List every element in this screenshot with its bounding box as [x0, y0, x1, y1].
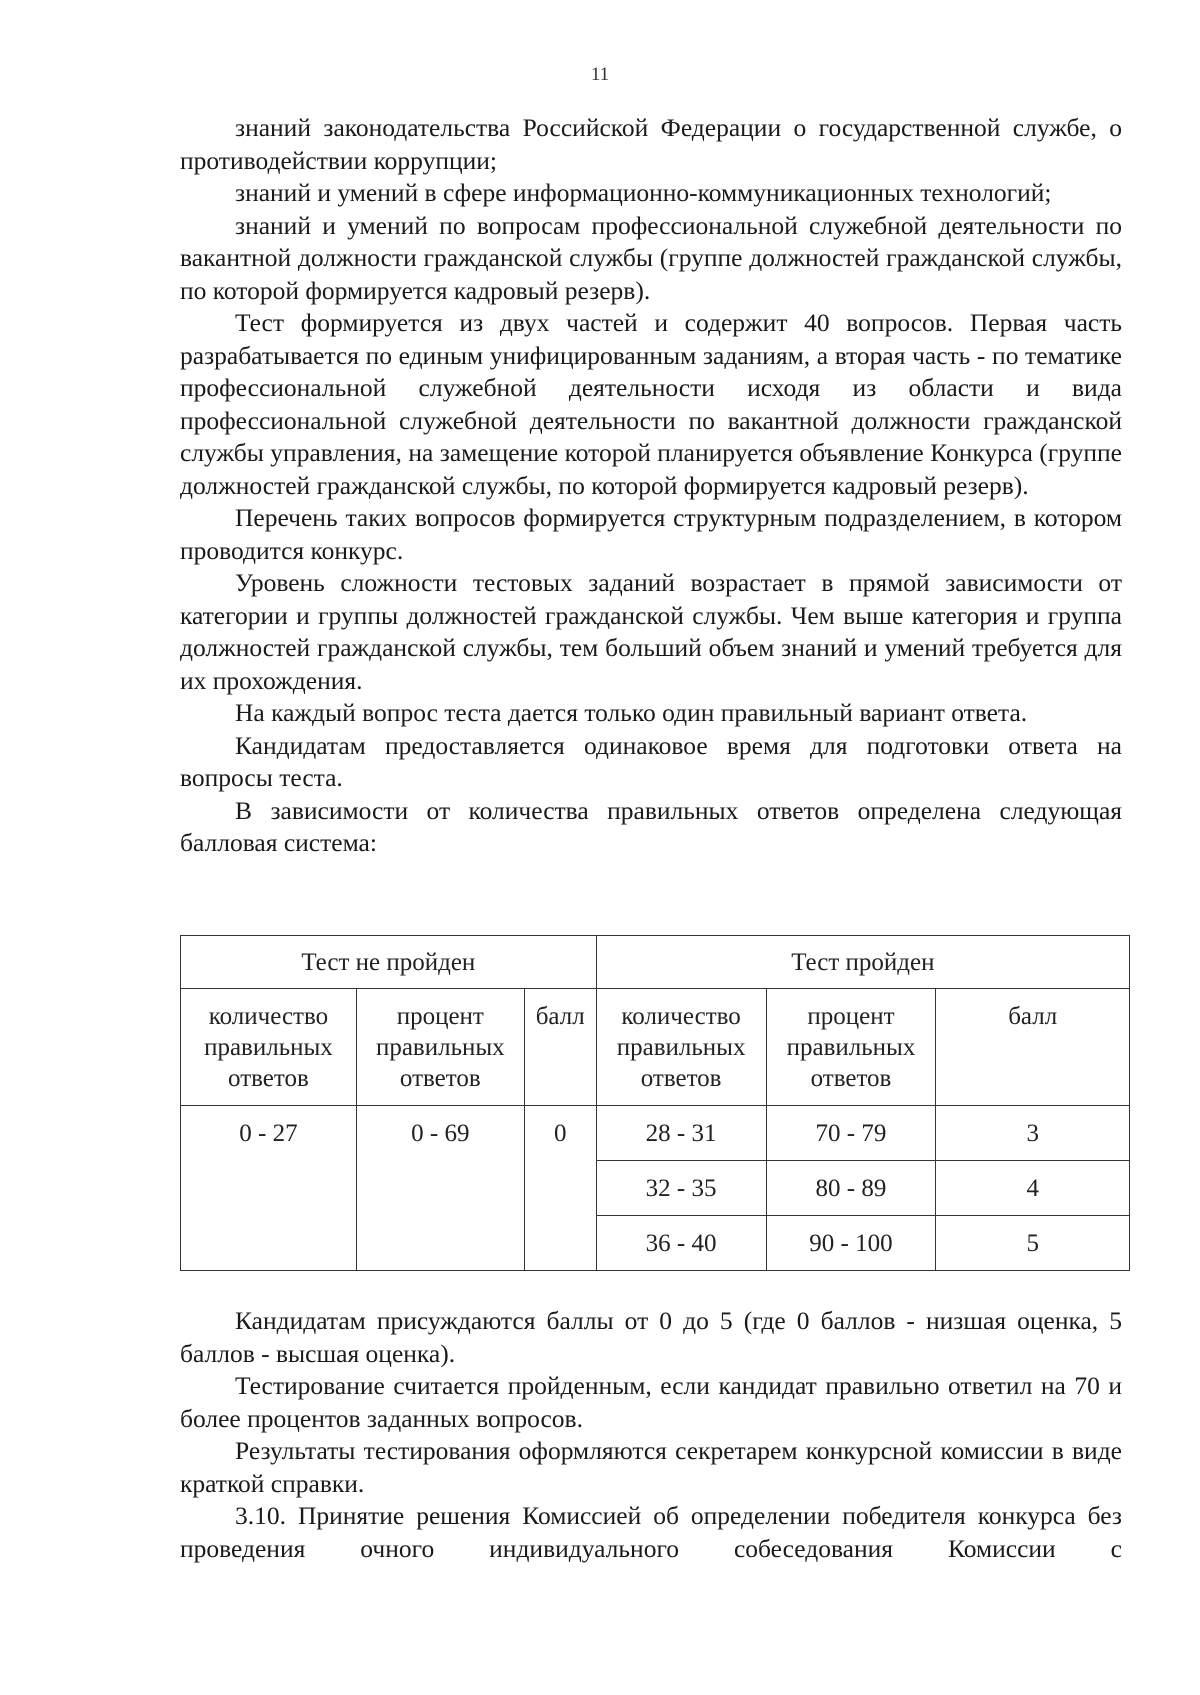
paragraph: Перечень таких вопросов формируется структурным подразделением, в котором проводится конкурс. — [180, 503, 1122, 565]
header-percent: процент правильных ответов — [766, 989, 936, 1106]
passed-score-cell: 4 — [936, 1161, 1130, 1216]
group-header-passed: Тест пройден — [596, 936, 1129, 989]
passed-percent-cell: 90 - 100 — [766, 1216, 936, 1271]
header-score: балл — [936, 989, 1130, 1106]
passed-count-cell: 36 - 40 — [596, 1216, 766, 1271]
paragraph: знаний законодательства Российской Федерации о государственной службе, о противодействии коррупции; — [180, 113, 1122, 175]
paragraph: Кандидатам присуждаются баллы от 0 до 5 (где 0 баллов - низшая оценка, 5 баллов - высшая оценка). — [180, 1306, 1122, 1368]
paragraph: Тестирование считается пройденным, если кандидат правильно ответил на 70 и более процентов заданных вопросов. — [180, 1371, 1122, 1433]
paragraph: знаний и умений в сфере информационно-коммуникационных технологий; — [235, 178, 1052, 207]
passed-percent-cell: 70 - 79 — [766, 1106, 936, 1161]
header-percent: процент правильных ответов — [356, 989, 524, 1106]
paragraph: В зависимости от количества правильных ответов определена следующая балловая система: — [180, 795, 1122, 857]
body-text-bottom — [180, 1305, 1122, 1565]
passed-score-cell: 3 — [936, 1106, 1130, 1161]
paragraph: 3.10. Принятие решения Комиссией об определении победителя конкурса без проведения очного индивидуального собеседования Комиссии с — [180, 1501, 1122, 1563]
paragraph: На каждый вопрос теста дается только один правильный вариант ответа. — [235, 698, 1028, 727]
paragraph: знаний и умений по вопросам профессиональной служебной деятельности по вакантной должности гражданской службы (группе должностей гражданской службы, по которой формируется кадровый резерв). — [180, 210, 1122, 305]
group-header-failed: Тест не пройден — [181, 936, 597, 989]
paragraph: Тест формируется из двух частей и содержит 40 вопросов. Первая часть разрабатывается по единым унифицированным заданиям, а вторая часть - по тематике профессиональной служебной деятельности исходя из области и вида профессиональной служебной деятельности по вакантной должности гражданской службы управления, на замещение которой планируется объявление Конкурса (группе должностей гражданской службы, по которой формируется кадровый резерв). — [180, 308, 1122, 500]
passed-count-cell: 28 - 31 — [596, 1106, 766, 1161]
header-score: балл — [524, 989, 596, 1106]
passed-count-cell: 32 - 35 — [596, 1161, 766, 1216]
page-number: 11 — [590, 64, 610, 85]
table-column-header-row — [181, 989, 1130, 1106]
table-group-header-row — [181, 936, 1130, 989]
failed-percent-cell: 0 - 69 — [356, 1106, 524, 1271]
passed-score-cell: 5 — [936, 1216, 1130, 1271]
paragraph: Уровень сложности тестовых заданий возрастает в прямой зависимости от категории и группы должностей гражданской службы. Чем выше категория и группа должностей гражданской службы, тем больший объем знаний и умений требуется для их прохождения. — [180, 568, 1122, 695]
paragraph: Кандидатам предоставляется одинаковое время для подготовки ответа на вопросы теста. — [180, 730, 1122, 792]
failed-count-cell: 0 - 27 — [181, 1106, 357, 1271]
table-row — [181, 1106, 1130, 1161]
failed-score-cell: 0 — [524, 1106, 596, 1271]
header-count: количество правильных ответов — [181, 989, 357, 1106]
body-text-top — [180, 112, 1122, 860]
paragraph: Результаты тестирования оформляются секретарем конкурсной комиссии в виде краткой справки. — [180, 1436, 1122, 1498]
header-count: количество правильных ответов — [596, 989, 766, 1106]
passed-percent-cell: 80 - 89 — [766, 1161, 936, 1216]
scoring-table — [180, 935, 1130, 1271]
